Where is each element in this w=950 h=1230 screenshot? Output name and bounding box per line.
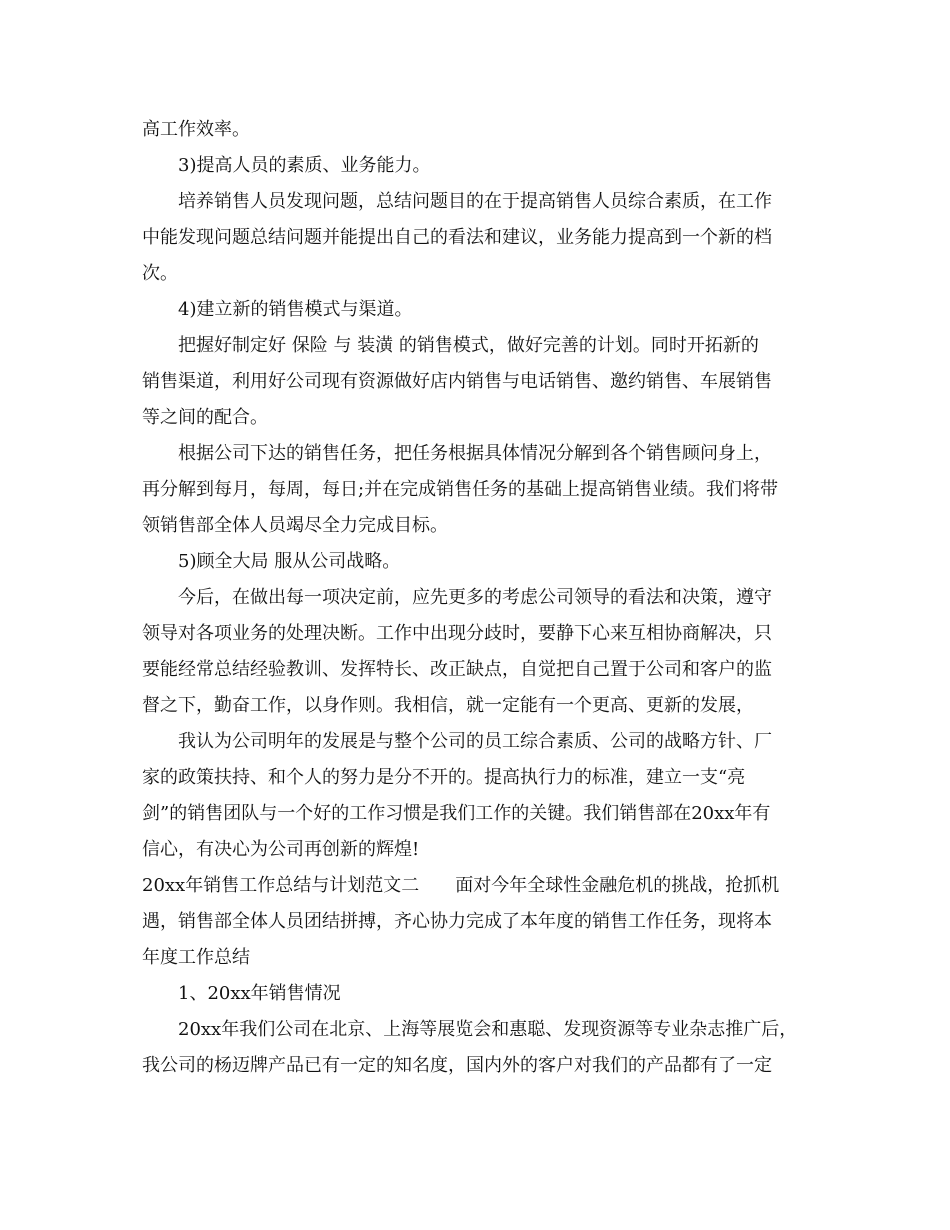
text-line: 领销售部全体人员竭尽全力完成目标。 <box>142 515 448 536</box>
text-line: 20xx年我们公司在北京、上海等展览会和惠聪、发现资源等专业杂志推广后， <box>178 1019 798 1040</box>
document-body <box>142 112 812 1084</box>
text-line: 次。 <box>142 263 178 284</box>
text-line: 根据公司下达的销售任务，把任务根据具体情况分解到各个销售顾问身上， <box>178 443 772 464</box>
text-line: 年度工作总结 <box>142 947 250 968</box>
text-line: 今后，在做出每一项决定前，应先更多的考虑公司领导的看法和决策，遵守 <box>178 587 772 608</box>
text-line: 要能经常总结经验教训、发挥特长、改正缺点，自觉把自己置于公司和客户的监 <box>142 659 772 680</box>
text-line: 5)顾全大局 服从公司战略。 <box>178 551 401 572</box>
text-line: 领导对各项业务的处理决断。工作中出现分歧时，要静下心来互相协商解决，只 <box>142 623 772 644</box>
text-line: 把握好制定好 保险 与 装潢 的销售模式，做好完善的计划。同时开拓新的 <box>178 335 759 356</box>
text-line: 我认为公司明年的发展是与整个公司的员工综合素质、公司的战略方针、厂 <box>178 731 772 752</box>
text-line: 20xx年销售工作总结与计划范文二 面对今年全球性金融危机的挑战，抢抓机 <box>142 875 780 896</box>
text-line: 中能发现问题总结问题并能提出自己的看法和建议，业务能力提高到一个新的档 <box>142 227 772 248</box>
text-line: 高工作效率。 <box>142 119 250 140</box>
text-line: 1、20xx年销售情况 <box>178 983 341 1004</box>
text-line: 遇，销售部全体人员团结拼搏，齐心协力完成了本年度的销售工作任务，现将本 <box>142 911 772 932</box>
text-line: 培养销售人员发现问题，总结问题目的在于提高销售人员综合素质，在工作 <box>178 191 772 212</box>
text-line: 等之间的配合。 <box>142 407 268 428</box>
text-line: 督之下，勤奋工作，以身作则。我相信，就一定能有一个更高、更新的发展， <box>142 695 754 716</box>
text-line: 我公司的杨迈牌产品已有一定的知名度，国内外的客户对我们的产品都有了一定 <box>142 1055 772 1076</box>
text-line: 剑”的销售团队与一个好的工作习惯是我们工作的关键。我们销售部在20xx年有 <box>142 803 771 824</box>
text-line: 家的政策扶持、和个人的努力是分不开的。提高执行力的标准，建立一支“亮 <box>142 767 746 788</box>
text-line: 信心，有决心为公司再创新的辉煌! <box>142 839 420 860</box>
text-line: 4)建立新的销售模式与渠道。 <box>178 299 413 320</box>
text-line: 3)提高人员的素质、业务能力。 <box>178 155 431 176</box>
text-line: 再分解到每月，每周，每日;并在完成销售任务的基础上提高销售业绩。我们将带 <box>142 479 779 500</box>
text-line: 销售渠道，利用好公司现有资源做好店内销售与电话销售、邀约销售、车展销售 <box>142 371 772 392</box>
